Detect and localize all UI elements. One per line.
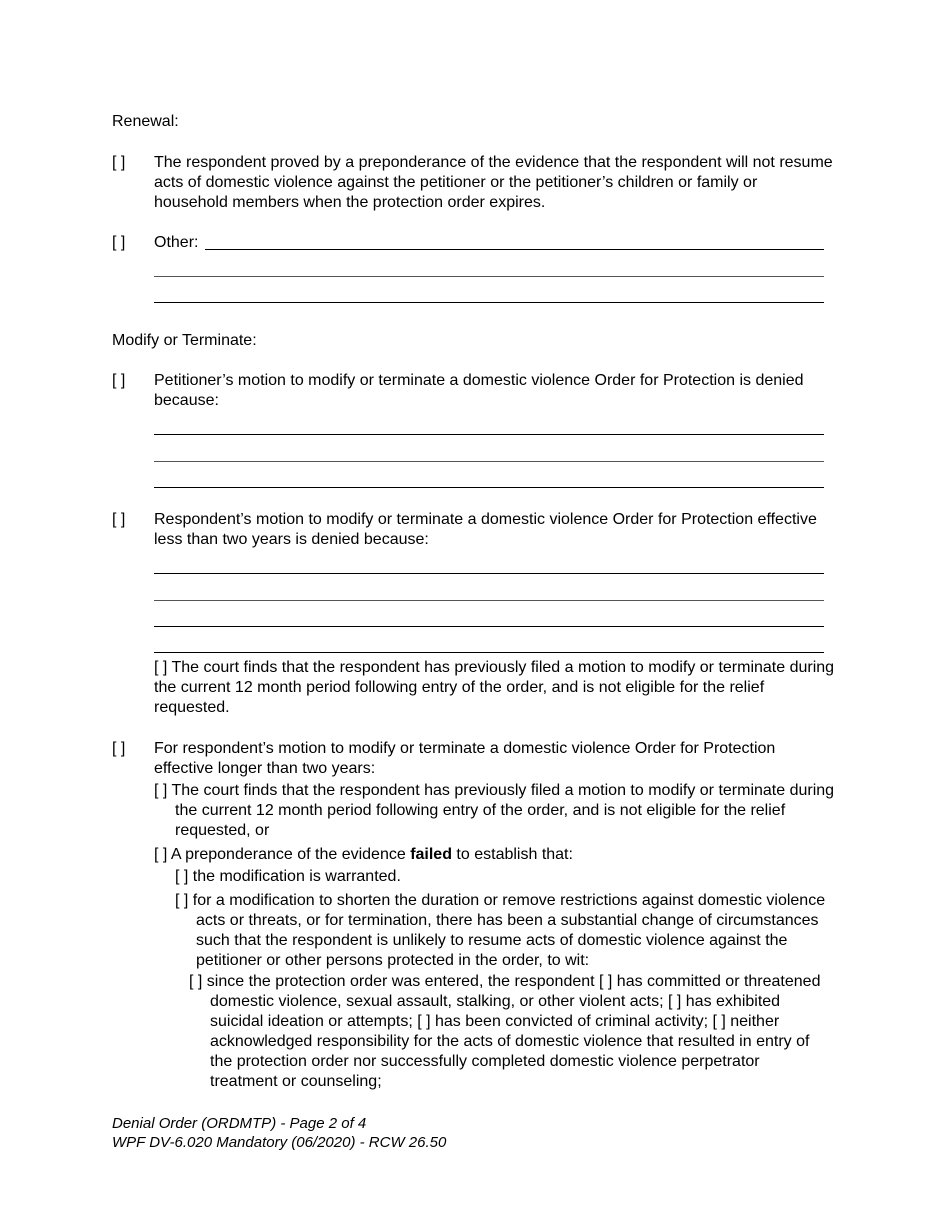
respondent-long-text: For respondent’s motion to modify or terminate a domestic violence Order for Protection effective longer than two years: xyxy=(154,740,776,777)
respondent-reason-line-1[interactable] xyxy=(154,573,824,574)
respondent-long-prior-motion-finding[interactable]: [ ] The court finds that the respondent has previously filed a motion to modify or terminate during the current 12 month period following entry of the order, and is not eligible for the relief requested, or xyxy=(154,782,835,839)
respondent-long-checkbox[interactable]: [ ] xyxy=(112,740,126,757)
footer-form-title: Denial Order (ORDMTP) - Page 2 of 4 xyxy=(112,1115,367,1132)
modification-warranted-item[interactable]: [ ] the modification is warranted. xyxy=(175,868,401,885)
renewal-heading: Renewal: xyxy=(112,113,179,130)
respondent-short-checkbox[interactable]: [ ] xyxy=(112,511,126,528)
footer-form-code: WPF DV-6.020 Mandatory (06/2020) - RCW 26.50 xyxy=(112,1134,447,1151)
petitioner-reason-line-1[interactable] xyxy=(154,434,824,435)
respondent-reason-line-2[interactable] xyxy=(154,600,824,601)
petitioner-motion-text: Petitioner’s motion to modify or terminate a domestic violence Order for Protection is denied because: xyxy=(154,372,804,409)
renewal-other-checkbox[interactable]: [ ] xyxy=(112,234,126,251)
petitioner-motion-checkbox[interactable]: [ ] xyxy=(112,372,126,389)
preponderance-failed-bold: failed xyxy=(410,846,452,863)
respondent-short-text: Respondent’s motion to modify or terminate a domestic violence Order for Protection effective less than two years is denied because: xyxy=(154,511,817,548)
renewal-option1-text: The respondent proved by a preponderance of the evidence that the respondent will not resume acts of domestic violence against the petitioner or the petitioner’s children or family or household members when the protection order expires. xyxy=(154,154,833,211)
renewal-other-line-1[interactable] xyxy=(205,249,824,250)
renewal-option1-checkbox[interactable]: [ ] xyxy=(112,154,126,171)
renewal-other-line-2[interactable] xyxy=(154,276,824,277)
modify-heading: Modify or Terminate: xyxy=(112,332,257,349)
preponderance-post: to establish that: xyxy=(451,846,573,863)
respondent-short-prior-motion-finding[interactable]: [ ] The court finds that the respondent has previously filed a motion to modify or terminate during the current 12 month period following entry of the order, and is not eligible for the relief requested. xyxy=(154,659,835,716)
preponderance-failed-item[interactable] xyxy=(154,845,834,865)
preponderance-pre: [ ] A preponderance of the evidence xyxy=(154,846,411,863)
petitioner-reason-line-3[interactable] xyxy=(154,487,824,488)
renewal-other-line-3[interactable] xyxy=(154,302,824,303)
substantial-change-item[interactable]: [ ] for a modification to shorten the duration or remove restrictions against domestic violence acts or threats, or for termination, there has been a substantial change of circumstances such that the respondent is unlikely to resume acts of domestic violence against the petitioner or other persons protected in the order, to wit: xyxy=(175,892,826,969)
petitioner-reason-line-2[interactable] xyxy=(154,461,824,462)
renewal-other-label: Other: xyxy=(154,234,199,251)
respondent-reason-line-4[interactable] xyxy=(154,652,824,653)
respondent-reason-line-3[interactable] xyxy=(154,626,824,627)
since-order-entered-item[interactable]: [ ] since the protection order was entered, the respondent [ ] has committed or threatened domestic violence, sexual assault, stalking, or other violent acts; [ ] has exhibited suicidal ideation or attempts; [ ] has been convicted of criminal activity; [ ] neither acknowledged responsibility for the acts of domestic violence that resulted in entry of the protection order nor successfully completed domestic violence perpetrator treatment or counseling; xyxy=(189,973,821,1090)
